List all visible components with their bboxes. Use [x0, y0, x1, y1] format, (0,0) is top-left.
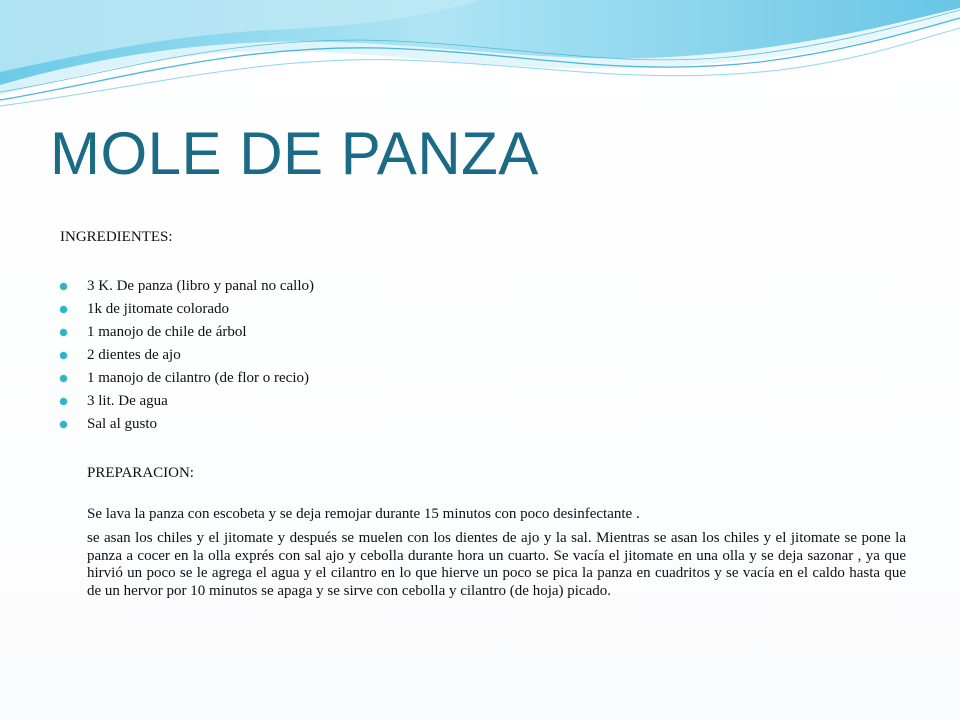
bullet-icon: [60, 398, 67, 405]
bullet-icon: [60, 283, 67, 290]
ingredient-text: 3 lit. De agua: [87, 393, 168, 409]
bullet-icon: [60, 306, 67, 313]
bullet-icon: [60, 375, 67, 382]
ingredient-item: [60, 367, 906, 390]
decorative-wave-header: [0, 0, 960, 115]
ingredient-text: 3 K. De panza (libro y panal no callo): [87, 278, 314, 294]
bullet-icon: [60, 352, 67, 359]
preparation-section: [87, 463, 906, 600]
ingredient-text: 1 manojo de chile de árbol: [87, 324, 247, 340]
ingredients-list: [60, 275, 906, 436]
preparation-step-1: Se lava la panza con escobeta y se deja remojar durante 15 minutos con poco desinfectante .: [87, 506, 640, 522]
ingredient-text: Sal al gusto: [87, 416, 157, 432]
slide-title: MOLE DE PANZA: [50, 120, 539, 187]
slide-content: [60, 227, 906, 600]
ingredient-item: [60, 321, 906, 344]
bullet-icon: [60, 421, 67, 428]
ingredient-item: [60, 413, 906, 436]
ingredients-label: INGREDIENTES:: [60, 229, 173, 245]
ingredient-text: 1 manojo de cilantro (de flor o recio): [87, 370, 309, 386]
ingredient-item: [60, 344, 906, 367]
ingredient-item: [60, 298, 906, 321]
preparation-label: PREPARACION:: [87, 465, 194, 481]
ingredient-item: [60, 275, 906, 298]
ingredient-item: [60, 390, 906, 413]
bullet-icon: [60, 329, 67, 336]
preparation-step-2: se asan los chiles y el jitomate y después se muelen con los dientes de ajo y la sal. Mientras se asan los chiles y el jitomate se pone la panza a cocer en la olla exprés con sal ajo y cebolla durante hora un cuarto. Se vacía el jitomate en una olla y se deja sazonar , ya que hirvió un poco se le agrega el agua y el cilantro en lo que hierve un poco se pica la panza en cuadritos y se vacía en el caldo hasta que de un hervor por 10 minutos se apaga y se sirve con cebolla y cilantro (de hoja) picado.: [87, 530, 906, 599]
ingredient-text: 2 dientes de ajo: [87, 347, 181, 363]
ingredient-text: 1k de jitomate colorado: [87, 301, 230, 317]
